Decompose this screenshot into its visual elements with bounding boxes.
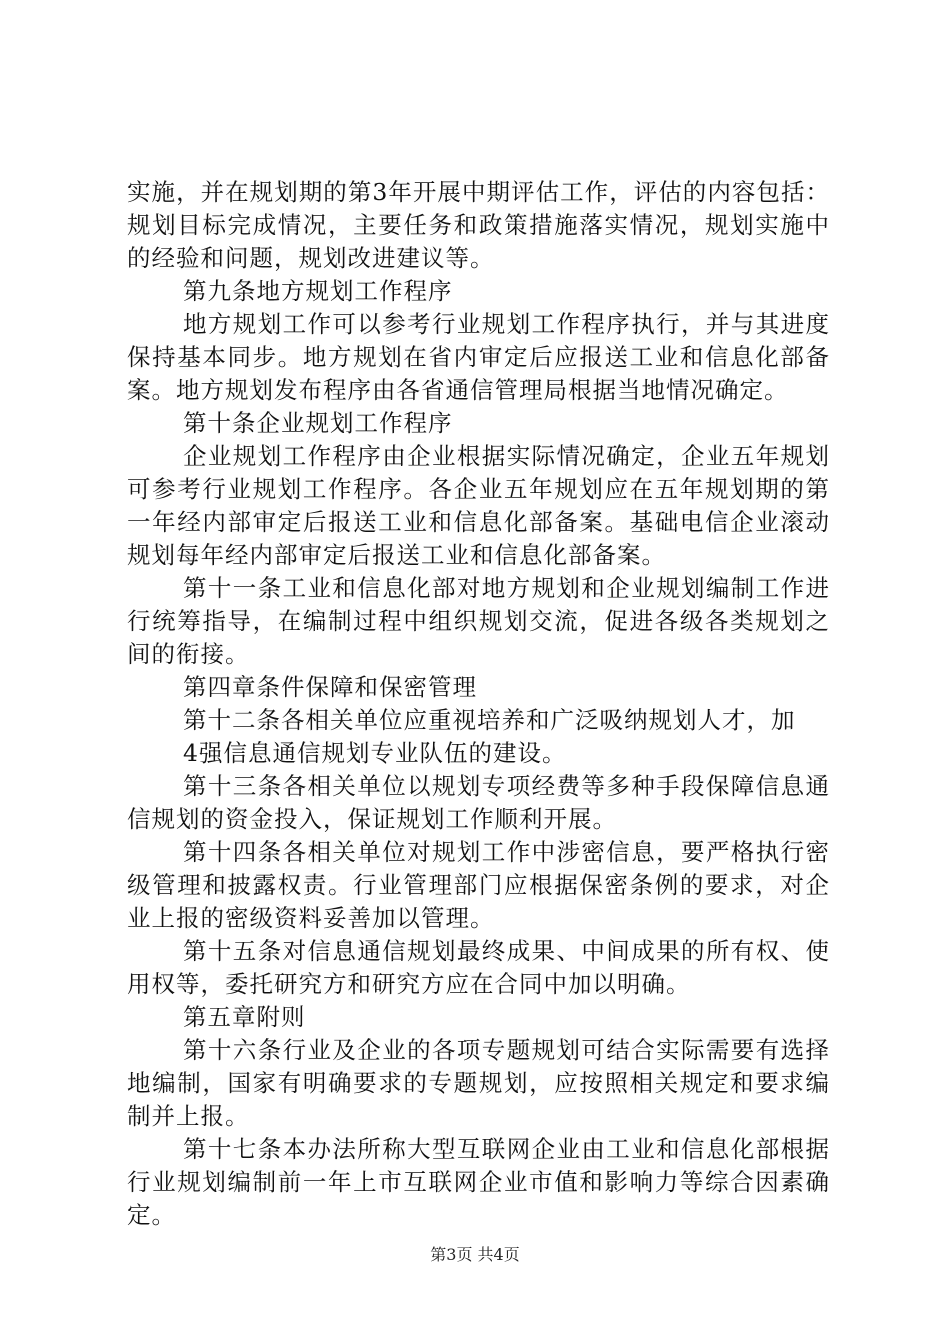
article-heading: 第十条企业规划工作程序 — [183, 409, 453, 437]
article-heading: 第九条地方规划工作程序 — [183, 277, 453, 305]
paragraph: 第十一条工业和信息化部对地方规划和企业规划编制工作进行统筹指导，在编制过程中组织规划交流，促进各级各类规划之间的衔接。 — [127, 574, 830, 668]
paragraph: 实施，并在规划期的第3年开展中期评估工作，评估的内容包括：规划目标完成情况，主要任务和政策措施落实情况，规划实施中的经验和问题，规划改进建议等。 — [127, 178, 830, 272]
paragraph: 第十五条对信息通信规划最终成果、中间成果的所有权、使用权等，委托研究方和研究方应在合同中加以明确。 — [127, 937, 830, 998]
chapter-heading: 第四章条件保障和保密管理 — [183, 673, 477, 701]
paragraph: 第十三条各相关单位以规划专项经费等多种手段保障信息通信规划的资金投入，保证规划工作顺利开展。 — [127, 772, 830, 833]
paragraph: 第十七条本办法所称大型互联网企业由工业和信息化部根据行业规划编制前一年上市互联网企业市值和影响力等综合因素确定。 — [127, 1135, 830, 1229]
paragraph: 企业规划工作程序由企业根据实际情况确定，企业五年规划可参考行业规划工作程序。各企业五年规划应在五年规划期的第一年经内部审定后报送工业和信息化部备案。基础电信企业滚动规划每年经内部审定后报送工业和信息化部备案。 — [127, 442, 830, 569]
document-body — [127, 176, 830, 1232]
paragraph: 第十六条行业及企业的各项专题规划可结合实际需要有选择地编制，国家有明确要求的专题规划，应按照相关规定和要求编制并上报。 — [127, 1036, 830, 1130]
page-number-footer: 第3页 共4页 — [430, 1245, 520, 1264]
paragraph: 地方规划工作可以参考行业规划工作程序执行，并与其进度保持基本同步。地方规划在省内审定后应报送工业和信息化部备案。地方规划发布程序由各省通信管理局根据当地情况确定。 — [127, 310, 830, 404]
paragraph: 4强信息通信规划专业队伍的建设。 — [183, 739, 567, 767]
paragraph: 第十二条各相关单位应重视培养和广泛吸纳规划人才，加 — [183, 706, 796, 734]
paragraph: 第十四条各相关单位对规划工作中涉密信息，要严格执行密级管理和披露权责。行业管理部门应根据保密条例的要求，对企业上报的密级资料妥善加以管理。 — [127, 838, 830, 932]
chapter-heading: 第五章附则 — [183, 1003, 306, 1031]
